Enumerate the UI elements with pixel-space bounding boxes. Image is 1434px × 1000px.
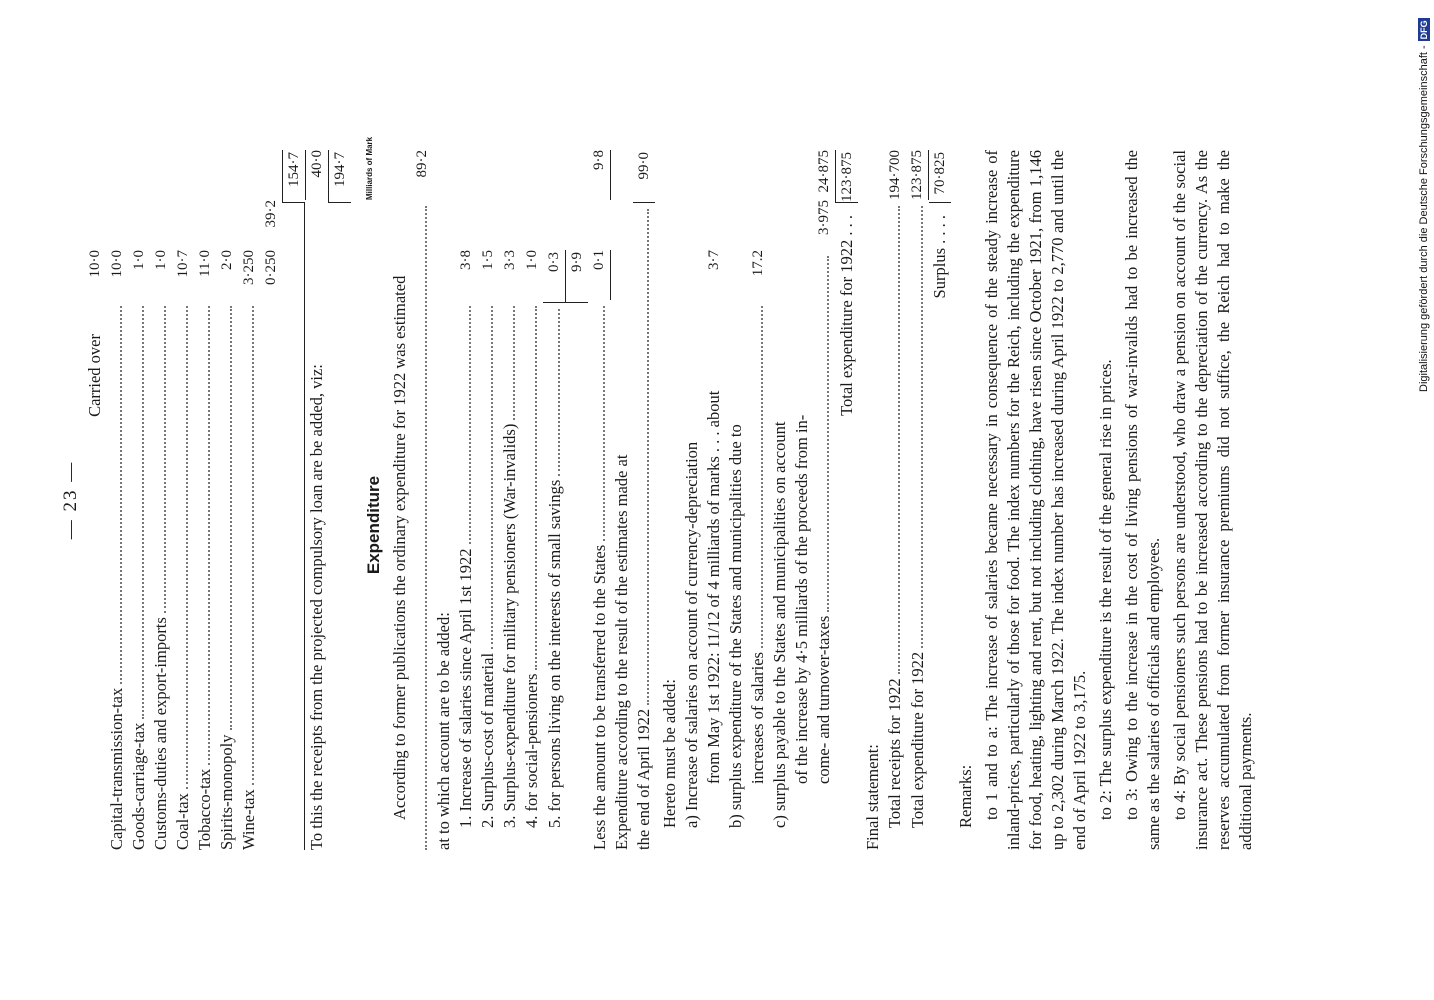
intro-b-text: at to which account are to be added:	[434, 612, 453, 850]
loan-text: To this the receipts from the projected compulsory loan are be added, viz:	[307, 364, 326, 850]
according-value: 99·0	[633, 150, 655, 203]
digitization-note-text: Digitalisierung gefördert durch die Deutsche Forschungsgemeinschaft -	[1418, 45, 1430, 392]
revenue-value: 3·250	[241, 250, 257, 285]
remark-paragraph: to 1 and to a: The increase of salaries became necessary in consequence of the steady increase of inland-prices, particularly of those for food. The index numbers for the Reich, including the expenditure for food, heating, lighting and rent, but not including clothing, have risen since October 1921, from 1,146 up to 2,302 during March 1922. The index number has increased during April 1922 to 2,770 and until the end of April 1922 to 3,175.	[982, 150, 1089, 850]
expenditure-item-value: 1·0	[524, 250, 540, 270]
revenue-value: 10·7	[175, 250, 191, 278]
total-expenditure-value: 123·875	[835, 150, 858, 203]
intro-value-row	[411, 150, 433, 850]
digitization-note	[1418, 18, 1430, 392]
item-b-value: 17.2	[750, 250, 766, 277]
revenue-row	[150, 150, 172, 850]
according-text-b: the end of April 1922	[634, 708, 653, 850]
revenue-row	[194, 150, 216, 850]
item-b-line2	[747, 150, 769, 850]
revenue-row	[238, 150, 260, 850]
expenditure-item-row	[477, 150, 499, 850]
final-receipts-value: 194·700	[887, 150, 903, 200]
hereto-row	[659, 150, 681, 850]
revenue-column-total: 39·2	[263, 200, 279, 228]
total-expenditure-row	[835, 150, 858, 850]
page-content	[60, 136, 1257, 850]
final-expenditure-label: Total expenditure for 1922	[908, 651, 927, 828]
less-result: 9·8	[588, 150, 611, 200]
revenue-label: Customs-duties and export-imports	[151, 617, 170, 850]
remarks-heading: Remarks:	[956, 764, 975, 828]
final-receipts-row	[884, 150, 906, 850]
carried-over-row	[84, 150, 106, 850]
item-c-value: 3·975	[816, 200, 832, 235]
expenditure-item-value: 0·3	[543, 250, 566, 303]
revenue-row	[106, 150, 128, 850]
hereto-list	[681, 150, 858, 850]
item-a-text2-post: of 4 milliards of marks . . . about	[704, 390, 723, 608]
surplus-row	[929, 150, 951, 850]
according-value-row	[633, 150, 655, 850]
item-c-line3	[813, 150, 835, 850]
according-text-a: Expenditure according to the result of the estimates made at	[612, 454, 631, 850]
final-heading-row	[862, 150, 884, 850]
expenditure-item-label: 4. for social-pensioners	[522, 673, 541, 828]
hereto-text: Hereto must be added:	[660, 679, 679, 828]
expenditure-item-row	[499, 150, 521, 850]
remark-paragraph: to 2: The surplus expenditure is the result of the general rise in prices.	[1096, 359, 1115, 820]
revenue-list	[106, 150, 305, 850]
less-label: Less the amount to be transferred to the States	[590, 544, 609, 850]
wine-tax-second-value: 0·250	[263, 250, 279, 285]
remark-paragraph: to 4: By social pensioners such persons are understood, who draw a pension on account of the social insurance act. These pensions had to be increased according to the depreciation of the currency. As the reserves accumulated from former insurance premiums did not suffice, the Reich had to make the additional payments.	[1170, 150, 1255, 850]
revenue-row	[128, 150, 150, 850]
item-a-fraction: 11/12	[704, 611, 723, 649]
expenditure-heading: Expenditure	[364, 475, 383, 575]
item-c-text3: come- and turnover-taxes	[814, 615, 833, 784]
less-row	[588, 150, 611, 850]
unit-caption: Milliards of Mark	[365, 136, 374, 200]
final-receipts-label: Total receipts for 1922	[885, 678, 904, 828]
expenditure-heading-row	[351, 136, 389, 850]
loan-value: 40·0	[305, 150, 328, 200]
expenditure-item-label: 3. Surplus-expenditure for military pensioners (War-invalids)	[500, 423, 519, 828]
revenue-label: Coal-tax	[173, 793, 192, 850]
according-row	[611, 150, 633, 850]
expenditure-item-label: 1. Increase of salaries since April 1st 1922	[456, 548, 475, 828]
item-a-line2	[703, 150, 725, 850]
expenditure-item-value: 3·8	[458, 250, 474, 270]
revenue-grand-total: 194·7	[328, 150, 351, 203]
expenditure-intro	[389, 150, 411, 850]
items-sum-row	[566, 150, 588, 850]
intro-text: According to former publications the ordinary expenditure for 1922 was estimated	[390, 275, 409, 820]
expenditure-additions-list	[455, 150, 611, 850]
revenue-row	[172, 150, 194, 850]
final-heading: Final statement:	[863, 744, 882, 850]
expenditure-item-label: 2. Surplus-cost of material	[478, 652, 497, 828]
revenue-grand-total-row	[328, 150, 351, 850]
revenue-value: 1·0	[131, 250, 147, 270]
surplus-label: Surplus . . . .	[930, 215, 949, 299]
items-sum: 9·9	[566, 250, 588, 303]
expenditure-item-value: 3·3	[502, 250, 518, 270]
item-b-text2: increases of salaries	[748, 652, 767, 784]
less-value: 0·1	[588, 250, 611, 300]
item-c-sum: 24·875	[816, 150, 832, 193]
loan-row	[305, 150, 328, 850]
item-a-line1	[681, 150, 703, 850]
remark-paragraph: to 3: Owing to the increase in the cost of living pensions of war-invalids had to be increased the same as the salaries of officials and employees.	[1122, 150, 1163, 850]
surplus-value: 70·825	[929, 150, 951, 203]
final-expenditure-value: 123·875	[906, 150, 929, 200]
revenue-value: 11·0	[197, 250, 213, 277]
revenue-label: Capital-transmission-tax	[107, 687, 126, 850]
item-a-value: 3·7	[706, 250, 722, 270]
intro-b-row	[433, 150, 455, 850]
item-c-text1: c) surplus payable to the States and municipalities on account	[770, 421, 789, 828]
item-c-line2	[791, 150, 813, 850]
remarks-heading-row	[955, 150, 977, 850]
wine-tax-second-row	[260, 150, 282, 850]
intro-value: 89·2	[414, 150, 430, 178]
revenue-label: Spirits-monopoly	[217, 734, 236, 850]
item-b-text1: b) surplus expenditure of the States and municipalities due to	[726, 424, 745, 828]
total-expenditure-label: Total expenditure for 1922 . . .	[837, 215, 856, 416]
revenue-value: 10·0	[109, 250, 125, 278]
revenue-subtotal: 154·7	[282, 150, 305, 203]
final-expenditure-row	[906, 150, 929, 850]
revenue-label: Goods-carriage-tax	[129, 722, 148, 850]
revenue-subtotal-row	[282, 150, 305, 850]
item-a-text1: a) Increase of salaries on account of currency-depreciation	[682, 441, 701, 828]
expenditure-item-label: 5. for persons living on the interests of small savings	[545, 479, 564, 828]
dfg-logo: DFG	[1419, 20, 1429, 40]
revenue-label: Tobacco-tax	[195, 768, 214, 850]
item-b-line1	[725, 150, 747, 850]
item-a-text2-pre: from May 1st 1922:	[704, 652, 723, 784]
expenditure-item-row	[455, 150, 477, 850]
revenue-label: Wine-tax	[239, 789, 258, 850]
expenditure-item-row	[521, 150, 543, 850]
expenditure-item-value: 1·5	[480, 250, 496, 270]
item-c-text2: of the increase by 4·5 milliards of the proceeds from in-	[792, 414, 811, 784]
expenditure-item-row	[543, 150, 566, 850]
page-number: — 23 —	[60, 460, 81, 540]
carried-over-label: Carried over	[85, 334, 104, 417]
revenue-value: 2·0	[219, 250, 235, 270]
revenue-value: 1·0	[153, 250, 169, 270]
revenue-row	[216, 150, 238, 850]
carried-over-value: 10·0	[87, 250, 103, 278]
item-c-line1	[769, 150, 791, 850]
